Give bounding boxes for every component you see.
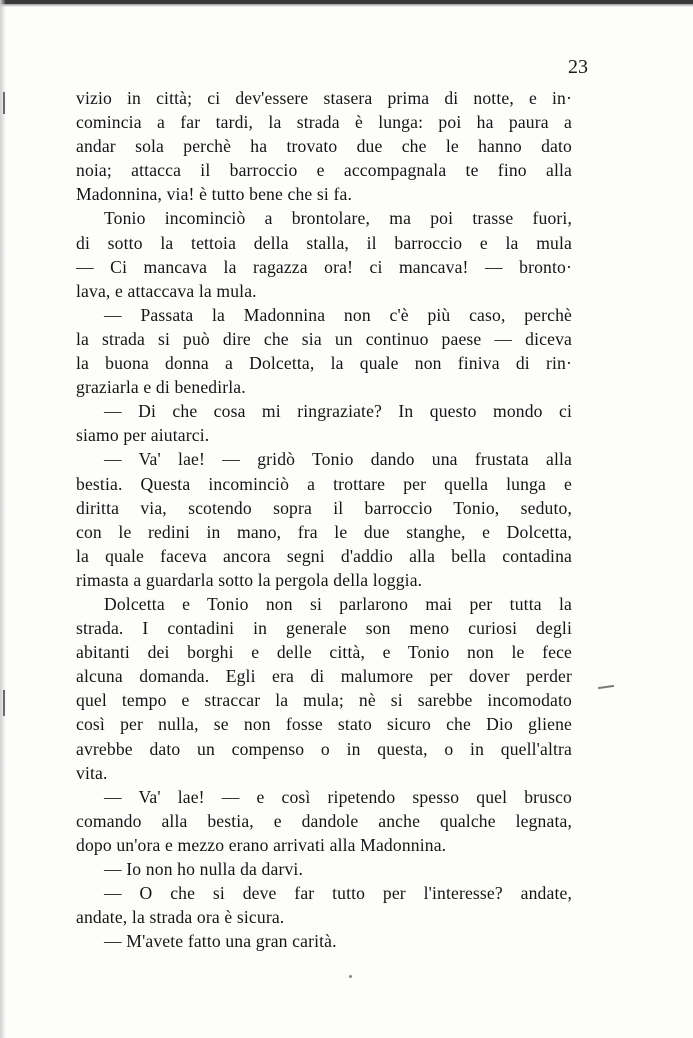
text-line: Madonnina, via! è tutto bene che si fa. bbox=[76, 184, 353, 205]
text-line: Tonio incominciò a brontolare, ma poi trasse fuori, bbox=[104, 208, 572, 229]
text-line: quel tempo e straccar la mula; nè si sarebbe incomodato bbox=[76, 690, 572, 711]
margin-tick-mark bbox=[3, 690, 5, 716]
text-line: rimasta a guardarla sotto la pergola della loggia. bbox=[76, 569, 423, 590]
text-line: dopo un'ora e mezzo erano arrivati alla Madonnina. bbox=[76, 834, 447, 855]
body-text bbox=[76, 86, 572, 953]
text-line: bestia. Questa incominciò a trottare per quella lunga e bbox=[76, 473, 572, 494]
text-line: avrebbe dato un compenso o in questa, o in quell'altra bbox=[76, 738, 572, 759]
margin-tick-mark bbox=[3, 92, 5, 114]
text-line: — Passata la Madonnina non c'è più caso, perchè bbox=[104, 304, 572, 325]
text-line: di sotto la tettoia della stalla, il barroccio e la mula bbox=[76, 232, 572, 253]
page-number: 23 bbox=[568, 56, 588, 78]
text-line: Dolcetta e Tonio non si parlarono mai per tutta la bbox=[104, 593, 572, 614]
text-line: comincia a far tardi, la strada è lunga: poi ha paura a bbox=[76, 112, 572, 133]
paper-speck bbox=[349, 975, 352, 978]
text-line: la quale faceva ancora segni d'addio alla bella contadina bbox=[76, 545, 572, 566]
text-line: lava, e attaccava la mula. bbox=[76, 280, 257, 301]
text-line: — Di che cosa mi ringraziate? In questo mondo ci bbox=[104, 401, 572, 422]
text-line: — Ci mancava la ragazza ora! ci mancava! — bronto· bbox=[76, 256, 572, 277]
text-line: andate, la strada ora è sicura. bbox=[76, 907, 285, 928]
text-line: — Io non ho nulla da darvi. bbox=[104, 859, 304, 879]
text-line: andar sola perchè ha trovato due che le hanno dato bbox=[76, 136, 572, 157]
text-line: — Va' lae! — gridò Tonio dando una frustata alla bbox=[104, 449, 572, 470]
text-line: diritta via, scotendo sopra il barroccio Tonio, seduto, bbox=[76, 497, 572, 518]
text-line: — M'avete fatto una gran carità. bbox=[104, 931, 337, 952]
text-line: — O che si deve far tutto per l'interesse? andate, bbox=[104, 883, 572, 904]
text-line: vita. bbox=[76, 762, 108, 783]
text-line: alcuna domanda. Egli era di malumore per dover perder bbox=[76, 666, 572, 687]
page-top-shadow bbox=[0, 4, 693, 7]
text-line: con le redini in mano, fra le due stanghe, e Dolcetta, bbox=[76, 521, 572, 542]
text-line: graziarla e di benedirla. bbox=[76, 377, 246, 398]
text-line: vizio in città; ci dev'essere stasera prima di notte, e in· bbox=[76, 88, 572, 108]
text-line: noia; attacca il barroccio e accompagnala te fino alla bbox=[76, 160, 572, 181]
text-line: siamo per aiutarci. bbox=[76, 425, 210, 446]
text-line: comando alla bestia, e dandole anche qualche legnata, bbox=[76, 810, 572, 831]
text-line: strada. I contadini in generale son meno curiosi degli bbox=[76, 618, 572, 639]
text-line: la strada si può dire che sia un continuo paese — diceva bbox=[76, 328, 572, 349]
page-left-edge bbox=[0, 0, 6, 1038]
text-line: così per nulla, se non fosse stato sicuro che Dio gliene bbox=[76, 714, 572, 735]
margin-pencil-mark bbox=[598, 685, 614, 689]
text-line: la buona donna a Dolcetta, la quale non finiva di rin· bbox=[76, 353, 572, 374]
text-line: abitanti dei borghi e delle città, e Tonio non le fece bbox=[76, 642, 572, 663]
text-line: — Va' lae! — e così ripetendo spesso quel brusco bbox=[104, 786, 572, 807]
